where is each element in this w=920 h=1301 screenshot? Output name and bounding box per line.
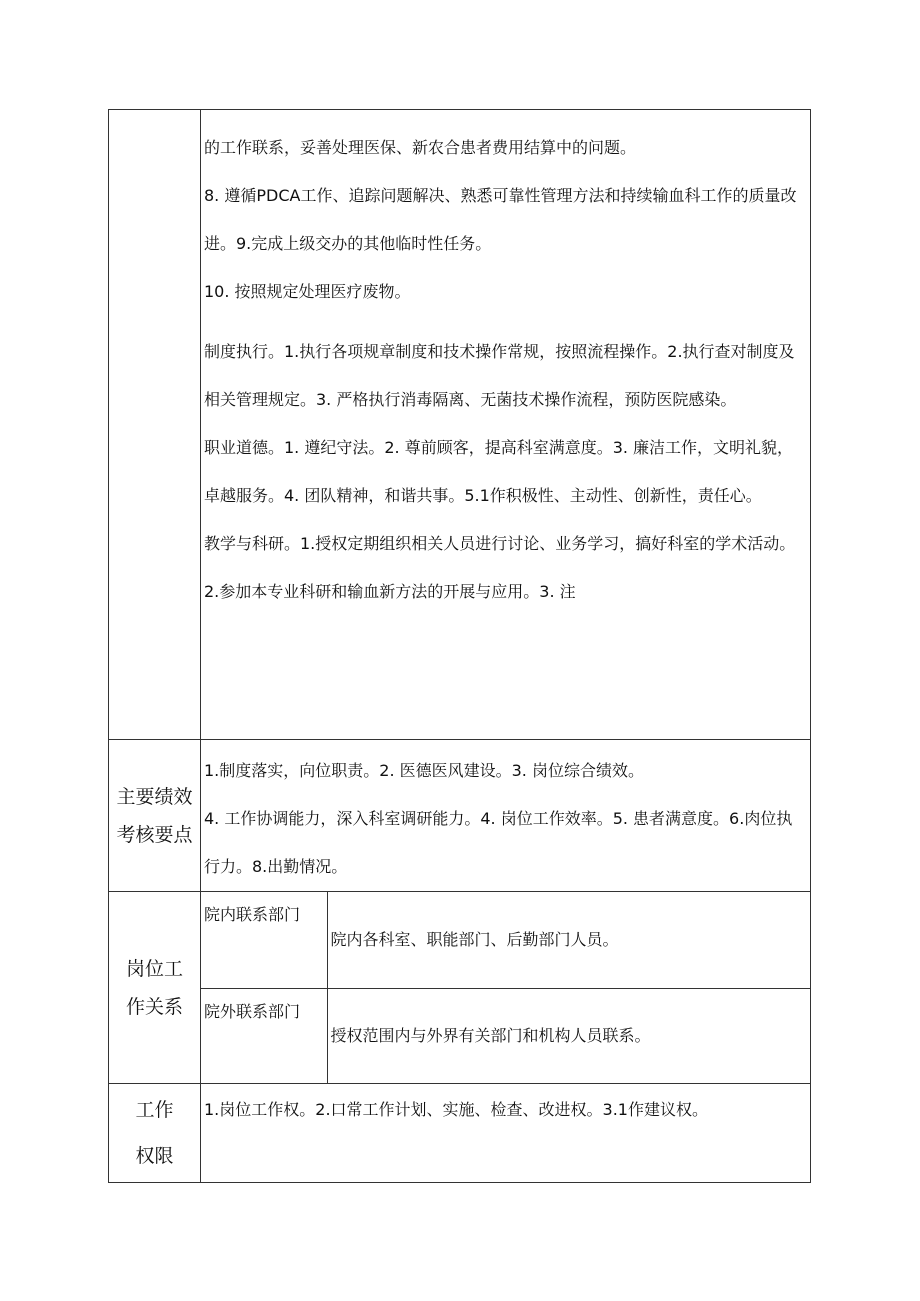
authority-text: 1.岗位工作权。2.口常工作计划、实施、检查、改进权。3.1作建议权。 — [204, 1100, 708, 1119]
relations-subtable — [201, 892, 810, 1083]
authority-content — [201, 1084, 811, 1183]
performance-line: 4. 工作协调能力，深入科室调研能力。4. 岗位工作效率。5. 患者满意度。6.肉位执行力。8.出勤情况。 — [204, 809, 793, 876]
duties-line: 8. 遵循PDCA工作、追踪问题解决、熟悉可靠性管理方法和持续输血科工作的质量改进。9.完成上级交办的其他临时性任务。 — [204, 186, 797, 253]
duties-label-cell — [109, 110, 201, 740]
authority-row — [109, 1084, 811, 1183]
duties-line: 的工作联系，妥善处理医保、新农合患者费用结算中的问题。 — [204, 138, 637, 157]
duty-section-discipline: 制度执行。1.执行各项规章制度和技术操作常规，按照流程操作。2.执行查对制度及相关管理规定。3. 严格执行消毒隔离、无菌技术操作流程，预防医院感染。 — [204, 342, 795, 409]
duties-content-cell — [201, 110, 811, 740]
duties-row — [109, 110, 811, 740]
relations-row — [109, 892, 811, 1084]
relations-subtable-cell — [201, 892, 811, 1084]
performance-row — [109, 740, 811, 892]
performance-label-line: 考核要点 — [116, 823, 193, 846]
duty-section-ethics: 职业道德。1. 遵纪守法。2. 尊前顾客，提高科室满意度。3. 廉洁工作，文明礼貌，卓越服务。4. 团队精神，和谐共事。5.1作积极性、主动性、创新性，责任心。 — [204, 438, 794, 505]
performance-label-line: 主要绩效 — [116, 785, 193, 808]
internal-contact-label: 院内联系部门 — [204, 905, 301, 924]
job-description-table — [108, 109, 811, 1183]
authority-label-line: 工作 — [135, 1099, 174, 1121]
authority-label-line: 权限 — [135, 1145, 174, 1167]
performance-line: 1.制度落实，向位职责。2. 医德医风建设。3. 岗位综合绩效。 — [204, 761, 644, 780]
external-contact-label: 院外联系部门 — [201, 989, 327, 1084]
duty-section-teaching: 教学与科研。1.授权定期组织相关人员进行讨论、业务学习，搞好科室的学术活动。2.参加本专业科研和输血新方法的开展与应用。3. 注 — [204, 534, 796, 601]
authority-label — [109, 1084, 201, 1183]
performance-content — [201, 740, 811, 892]
relations-label-line: 岗位工 — [125, 957, 183, 980]
internal-contact-content: 院内各科室、职能部门、后勤部门人员。 — [327, 892, 810, 989]
relations-external-row — [201, 989, 810, 1084]
relations-label — [109, 892, 201, 1084]
duties-line: 10. 按照规定处理医疗废物。 — [204, 282, 411, 301]
relations-label-line: 作关系 — [125, 995, 183, 1018]
external-contact-content: 授权范围内与外界有关部门和机构人员联系。 — [327, 989, 810, 1084]
relations-internal-row — [201, 892, 810, 989]
performance-label — [109, 740, 201, 892]
